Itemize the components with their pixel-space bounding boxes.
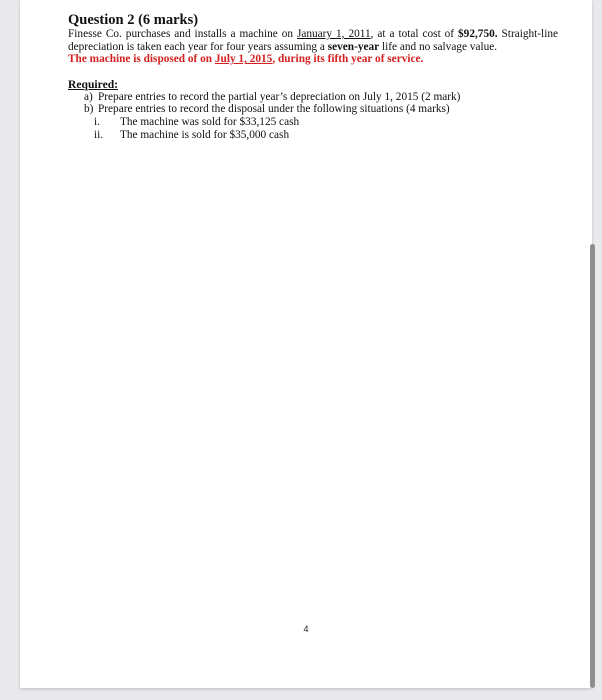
list-marker: b)	[84, 103, 94, 116]
sub-list-item	[68, 116, 558, 129]
body-text-3: Straight-line depreciation is taken each year for four years assuming a	[68, 28, 559, 53]
body-text-2: , at a total cost of	[370, 28, 459, 40]
useful-life: seven-year	[327, 40, 380, 53]
sub-list-marker: ii.	[94, 128, 104, 141]
vertical-scrollbar[interactable]	[590, 244, 595, 688]
disposal-date: July 1, 2015	[214, 53, 273, 66]
question-title: Question 2 (6 marks)	[68, 12, 199, 28]
machine-cost: $92,750.	[458, 28, 498, 40]
sub-list-item	[68, 129, 558, 142]
disposal-text-1: The machine is disposed of on	[68, 53, 215, 66]
required-heading: Required:	[68, 77, 119, 91]
list-item	[68, 91, 558, 104]
purchase-date: January 1, 2011	[296, 28, 371, 40]
disposal-text-2: , during its fifth year of service.	[272, 53, 424, 66]
sub-list-marker: i.	[94, 115, 100, 128]
body-text-4: life and no salvage value.	[379, 40, 498, 53]
disposal-sentence	[68, 53, 558, 66]
page-number: 4	[303, 624, 309, 634]
sub-list-item-text: The machine is sold for $35,000 cash	[120, 128, 290, 141]
question-block	[68, 12, 558, 141]
list-marker: a)	[84, 90, 93, 103]
body-text-1: Finesse Co. purchases and installs a machine on	[68, 28, 297, 40]
document-page	[20, 0, 592, 688]
sub-list-item-text: The machine was sold for $33,125 cash	[120, 115, 300, 128]
list-item	[68, 103, 558, 116]
list-item-text: Prepare entries to record the disposal under the following situations (4 marks)	[98, 103, 450, 116]
question-body	[68, 28, 558, 53]
list-item-text: Prepare entries to record the partial year’s depreciation on July 1, 2015 (2 mark)	[98, 90, 461, 103]
